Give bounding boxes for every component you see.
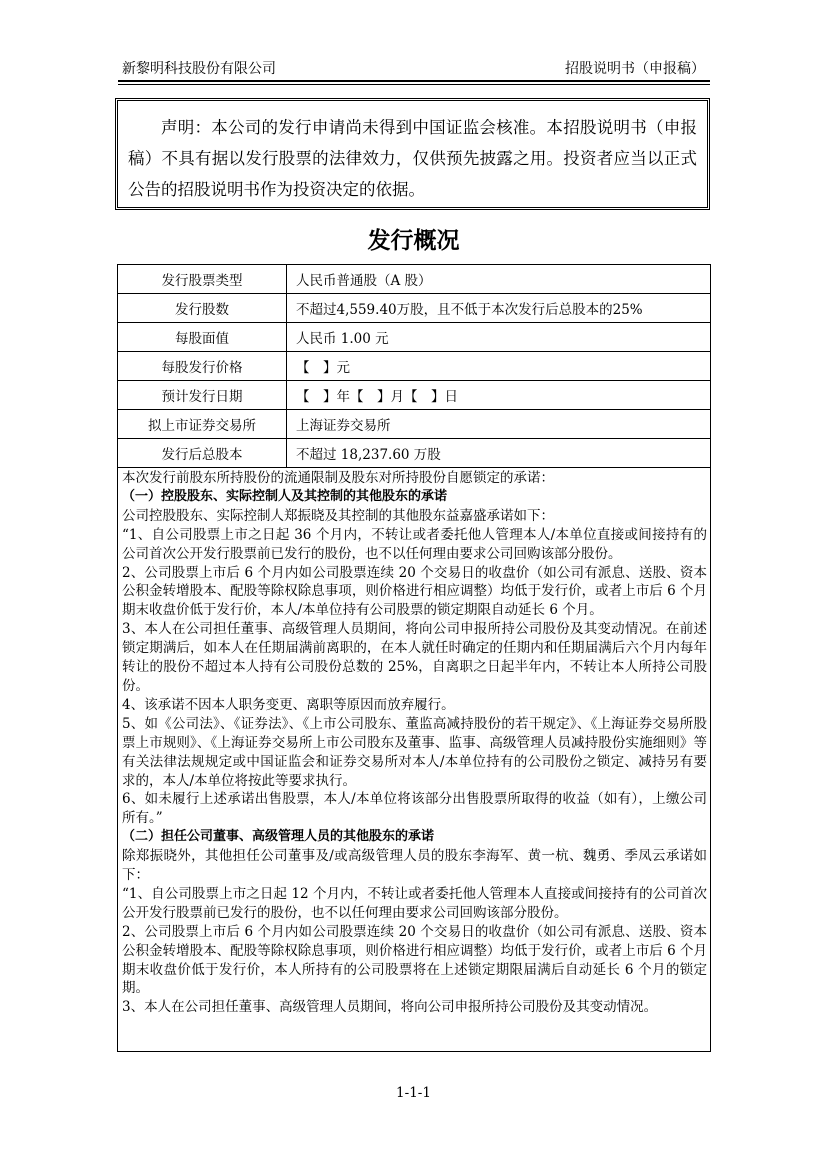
row-value: 【 】年【 】月【 】日 bbox=[287, 381, 711, 410]
offering-info-table bbox=[118, 265, 710, 468]
declaration-box bbox=[115, 98, 710, 210]
section-heading-directors-executives: （二）担任公司董事、高级管理人员的其他股东的承诺 bbox=[122, 829, 435, 845]
table-row bbox=[118, 323, 710, 352]
table-row bbox=[118, 265, 710, 294]
header-divider-thin bbox=[118, 84, 710, 85]
row-value: 不超过4,559.40万股，且不低于本次发行后总股本的25% bbox=[287, 294, 711, 323]
section-lead: 公司控股股东、实际控制人郑振晓及其控制的其他股东益嘉盛承诺如下： bbox=[122, 507, 554, 524]
row-label: 每股发行价格 bbox=[118, 352, 287, 381]
row-value: 人民币 1.00 元 bbox=[287, 323, 711, 352]
table-row bbox=[118, 294, 710, 323]
section-heading-controlling-shareholders: （一）控股股东、实际控制人及其控制的其他股东的承诺 bbox=[122, 488, 448, 504]
header-divider bbox=[118, 80, 710, 82]
row-value: 【 】元 bbox=[287, 352, 711, 381]
row-label: 发行股数 bbox=[118, 294, 287, 323]
commitment-item: “1、自公司股票上市之日起 36 个月内，不转让或者委托他人管理本人/本单位直接或间接持有的公司首次公开发行股票前已发行的股份，也不以任何理由要求公司回购该部分股份。 bbox=[122, 526, 707, 562]
commitment-item: “1、自公司股票上市之日起 12 个月内，不转让或者委托他人管理本人直接或间接持有的公司首次公开发行股票前已发行的股份，也不以任何理由要求公司回购该部分股份。 bbox=[122, 885, 707, 921]
section-lead: 除郑振晓外，其他担任公司董事及/或高级管理人员的股东李海军、黄一杭、魏勇、季凤云承诺如下： bbox=[122, 848, 707, 884]
row-label: 预计发行日期 bbox=[118, 381, 287, 410]
row-label: 拟上市证券交易所 bbox=[118, 410, 287, 439]
row-label: 发行股票类型 bbox=[118, 265, 287, 294]
company-name: 新黎明科技股份有限公司 bbox=[122, 61, 276, 77]
document-type: 招股说明书（申报稿） bbox=[565, 61, 705, 77]
page-title: 发行概况 bbox=[367, 228, 460, 254]
table-row bbox=[118, 381, 710, 410]
commitment-item: 5、如《公司法》、《证券法》、《上市公司股东、董监高减持股份的若干规定》、《上海证券交易所股票上市规则》、《上海证券交易所上市公司股东及董事、监事、高级管理人员减持股份实施细则》等有关法律法规规定或中国证监会和证券交易所对本人/本单位持有的公司股份之锁定、减持另有要求的，本人/本单位将按此等要求执行。 bbox=[122, 715, 707, 789]
commitment-item: 2、公司股票上市后 6 个月内如公司股票连续 20 个交易日的收盘价（如公司有派息、送股、资本公积金转增股本、配股等除权除息事项，则价格进行相应调整）均低于发行价，或者上市后 6 个月期末收盘价低于发行价，本人/本单位持有公司股票的锁定期限自动延长 6 个月。 bbox=[122, 564, 707, 619]
commitment-item: 3、本人在公司担任董事、高级管理人员期间，将向公司申报所持公司股份及其变动情况。在前述锁定期满后，如本人在任期届满前离职的，在本人就任时确定的任期内和任期届满后六个月内每年转让的股份不超过本人持有公司股份总数的 25%，自离职之日起半年内，不转让本人所持公司股份。 bbox=[122, 621, 707, 694]
page-number: 1-1-1 bbox=[396, 1085, 431, 1101]
commitments-intro: 本次发行前股东所持股份的流通限制及股东对所持股份自愿锁定的承诺： bbox=[122, 470, 554, 486]
row-value: 人民币普通股（A 股） bbox=[287, 265, 711, 294]
lockup-commitments bbox=[118, 468, 710, 1017]
row-value: 上海证券交易所 bbox=[287, 410, 711, 439]
row-label: 发行后总股本 bbox=[118, 439, 287, 468]
offering-overview-box bbox=[117, 264, 711, 1052]
table-row bbox=[118, 410, 710, 439]
commitment-item: 2、公司股票上市后 6 个月内如公司股票连续 20 个交易日的收盘价（如公司有派息、送股、资本公积金转增股本、配股等除权除息事项，则价格进行相应调整）均低于发行价，或者上市后 6 个月期末收盘价低于发行价，本人所持有的公司股票将在上述锁定期限届满后自动延长 6 个月的锁定期。 bbox=[122, 923, 707, 997]
table-row bbox=[118, 439, 710, 468]
declaration-text: 声明：本公司的发行申请尚未得到中国证监会核准。本招股说明书（申报稿）不具有据以发行股票的法律效力，仅供预先披露之用。投资者应当以正式公告的招股说明书作为投资决定的依据。 bbox=[128, 118, 697, 199]
row-value: 不超过 18,237.60 万股 bbox=[287, 439, 711, 468]
commitment-item: 6、如未履行上述承诺出售股票，本人/本单位将该部分出售股票所取得的收益（如有），上缴公司所有。” bbox=[122, 791, 707, 827]
commitment-item: 4、该承诺不因本人职务变更、离职等原因而放弃履行。 bbox=[122, 696, 455, 713]
commitment-item: 3、本人在公司担任董事、高级管理人员期间，将向公司申报所持公司股份及其变动情况。 bbox=[122, 999, 658, 1016]
row-label: 每股面值 bbox=[118, 323, 287, 352]
table-row bbox=[118, 352, 710, 381]
